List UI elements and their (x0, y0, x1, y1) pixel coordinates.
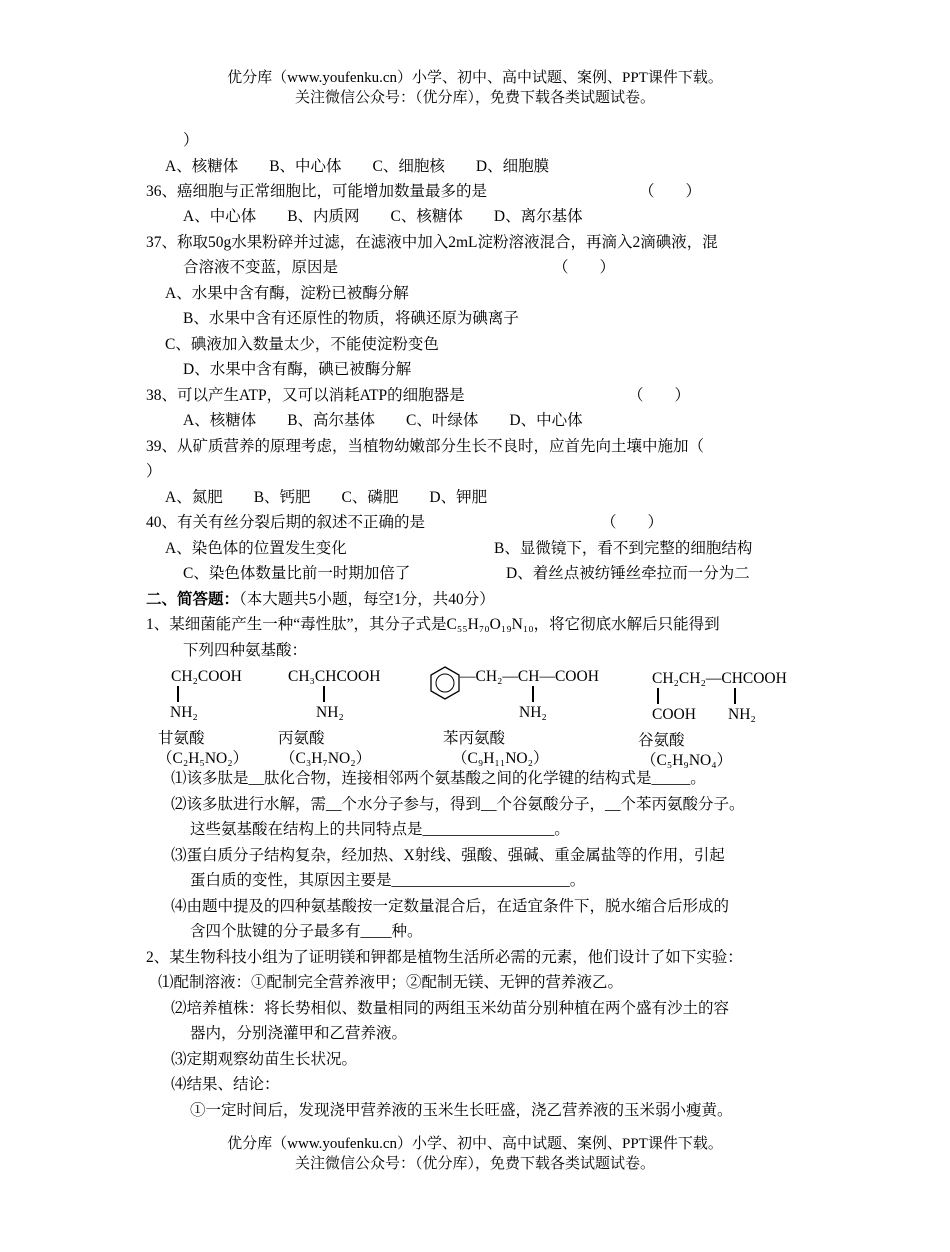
q39-stem-line1: 39、从矿质营养的原理考虑，当植物幼嫩部分生长不良时，应首先向土壤中施加（ (146, 438, 705, 455)
s1-sub2-line2: 这些氨基酸在结构上的共同特点是_________________。 (190, 821, 570, 838)
s1-sub1: ⑴该多肽是__肽化合物，连接相邻两个氨基酸之间的化学键的结构式是_____。 (171, 770, 706, 787)
s1-formula: C₅₅H₇₀O₁₉N₁₀ (446, 616, 534, 633)
glutamate-bond-right (734, 688, 736, 704)
s1-sub4-line2: 含四个肽键的分子最多有____种。 (190, 923, 423, 940)
alanine-formula: （C₃H₇NO₂） (280, 750, 372, 767)
alanine-bond (323, 686, 325, 702)
q35-options: A、核糖体 B、中心体 C、细胞核 D、细胞膜 (165, 158, 550, 175)
header-line-1: 优分库（www.youfenku.cn）小学、初中、高中试题、案例、PPT课件下载。 (227, 70, 723, 86)
glycine-bottom: NH₂ (170, 704, 198, 721)
section-title-label: 二、简答题： (146, 591, 240, 608)
phenylalanine-bond (532, 686, 534, 702)
q37-option-d: D、水果中含有酶，碘已被酶分解 (183, 361, 412, 378)
q40-option-a: A、染色体的位置发生变化 (165, 540, 347, 557)
footer-line-2: 关注微信公众号：（优分库），免费下载各类试题试卷。 (294, 1156, 655, 1172)
s2-result1: ①一定时间后，发现浇甲营养液的玉米生长旺盛，浇乙营养液的玉米弱小瘦黄。 (190, 1102, 733, 1119)
q36-stem: 36、癌细胞与正常细胞比，可能增加数量最多的是 (146, 183, 488, 200)
s1-stem-line2: 下列四种氨基酸： (183, 642, 308, 659)
alanine-name: 丙氨酸 (278, 730, 325, 747)
q38-paren: （ ） (628, 387, 691, 404)
s1-sub3-line1: ⑶蛋白质分子结构复杂，经加热、X射线、强酸、强碱、重金属盐等的作用，引起 (171, 847, 725, 864)
q37-paren: （ ） (553, 259, 616, 276)
s2-step1: ⑴配制溶液：①配制完全营养液甲；②配制无镁、无钾的营养液乙。 (158, 974, 624, 991)
s2-step2-line2: 器内，分别浇灌甲和乙营养液。 (190, 1025, 408, 1042)
glutamate-bond-left (657, 688, 659, 704)
s2-step4: ⑷结果、结论： (171, 1076, 280, 1093)
s1-sub3-line2: 蛋白质的变性，其原因主要是_______________________。 (190, 872, 586, 889)
q40-stem: 40、有关有丝分裂后期的叙述不正确的是 (146, 514, 426, 531)
glutamate-name: 谷氨酸 (638, 732, 685, 749)
glycine-bond (177, 686, 179, 702)
q40-option-b: B、显微镜下，看不到完整的细胞结构 (494, 540, 753, 557)
section-title (146, 590, 495, 610)
q38-stem: 38、可以产生ATP，又可以消耗ATP的细胞器是 (146, 387, 465, 404)
section-note: （本大题共5小题，每空1分，共40分） (239, 591, 495, 608)
glycine-top: CH₂COOH (171, 668, 242, 685)
phenylalanine-top: —CH₂—CH—COOH (460, 668, 599, 685)
benzene-ring-icon (428, 664, 462, 702)
phenylalanine-name: 苯丙氨酸 (443, 730, 506, 747)
s2-step2-line1: ⑵培养植株：将长势相似、数量相同的两组玉米幼苗分别种植在两个盛有沙土的容 (171, 1000, 730, 1017)
q40-option-d: D、着丝点被纺锤丝牵拉而一分为二 (506, 565, 750, 582)
s1-sub2-line1: ⑵该多肽进行水解，需__个水分子参与，得到__个谷氨酸分子，__个苯丙氨酸分子。 (171, 796, 745, 813)
q39-stem-line2: ） (146, 463, 162, 480)
q37-stem-line2: 合溶液不变蓝，原因是 (183, 259, 339, 276)
q37-option-b: B、水果中含有还原性的物质，将碘还原为碘离子 (183, 310, 519, 327)
s1-sub4-line1: ⑷由题中提及的四种氨基酸按一定数量混合后，在适宜条件下，脱水缩合后形成的 (171, 898, 730, 915)
q35-paren-close: ） (183, 132, 199, 149)
s1-stem-pre: 1、某细菌能产生一种“毒性肽”，其分子式是 (146, 616, 447, 633)
glycine-formula: （C₂H₅NO₂） (157, 750, 249, 767)
glutamate-bottom: NH₂ (728, 706, 756, 723)
glycine-name: 甘氨酸 (158, 730, 205, 747)
q40-option-c: C、染色体数量比前一时期加倍了 (183, 565, 411, 582)
s2-stem: 2、某生物科技小组为了证明镁和钾都是植物生活所必需的元素，他们设计了如下实验： (146, 949, 743, 966)
alanine-bottom: NH₂ (316, 704, 344, 721)
glutamate-formula: （C₅H₉NO₄） (641, 752, 733, 769)
q37-option-c: C、碘液加入数量太少，不能使淀粉变色 (165, 336, 439, 353)
s1-stem-line1 (146, 615, 720, 635)
q37-option-a: A、水果中含有酶，淀粉已被酶分解 (165, 285, 409, 302)
s2-step3: ⑶定期观察幼苗生长状况。 (171, 1051, 358, 1068)
phenylalanine-formula: （C₉H₁₁NO₂） (452, 750, 549, 767)
phenylalanine-bottom: NH₂ (519, 704, 547, 721)
alanine-top: CH₃CHCOOH (288, 668, 381, 685)
q40-paren: （ ） (601, 514, 664, 531)
glutamate-top: CH₂CH₂—CHCOOH (652, 670, 787, 687)
header-line-2: 关注微信公众号：（优分库），免费下载各类试题试卷。 (294, 90, 655, 106)
s1-stem-post: ，将它彻底水解后只能得到 (533, 616, 720, 633)
q38-options: A、核糖体 B、高尔基体 C、叶绿体 D、中心体 (183, 412, 583, 429)
q37-stem-line1: 37、称取50g水果粉碎并过滤，在滤液中加入2mL淀粉溶液混合，再滴入2滴碘液，混 (146, 234, 718, 251)
glutamate-bottom-left: COOH (652, 706, 696, 723)
footer-line-1: 优分库（www.youfenku.cn）小学、初中、高中试题、案例、PPT课件下载。 (227, 1136, 723, 1152)
q39-options: A、氮肥 B、钙肥 C、磷肥 D、钾肥 (165, 489, 488, 506)
q36-paren: （ ） (639, 183, 702, 200)
q36-options: A、中心体 B、内质网 C、核糖体 D、离尔基体 (183, 208, 583, 225)
